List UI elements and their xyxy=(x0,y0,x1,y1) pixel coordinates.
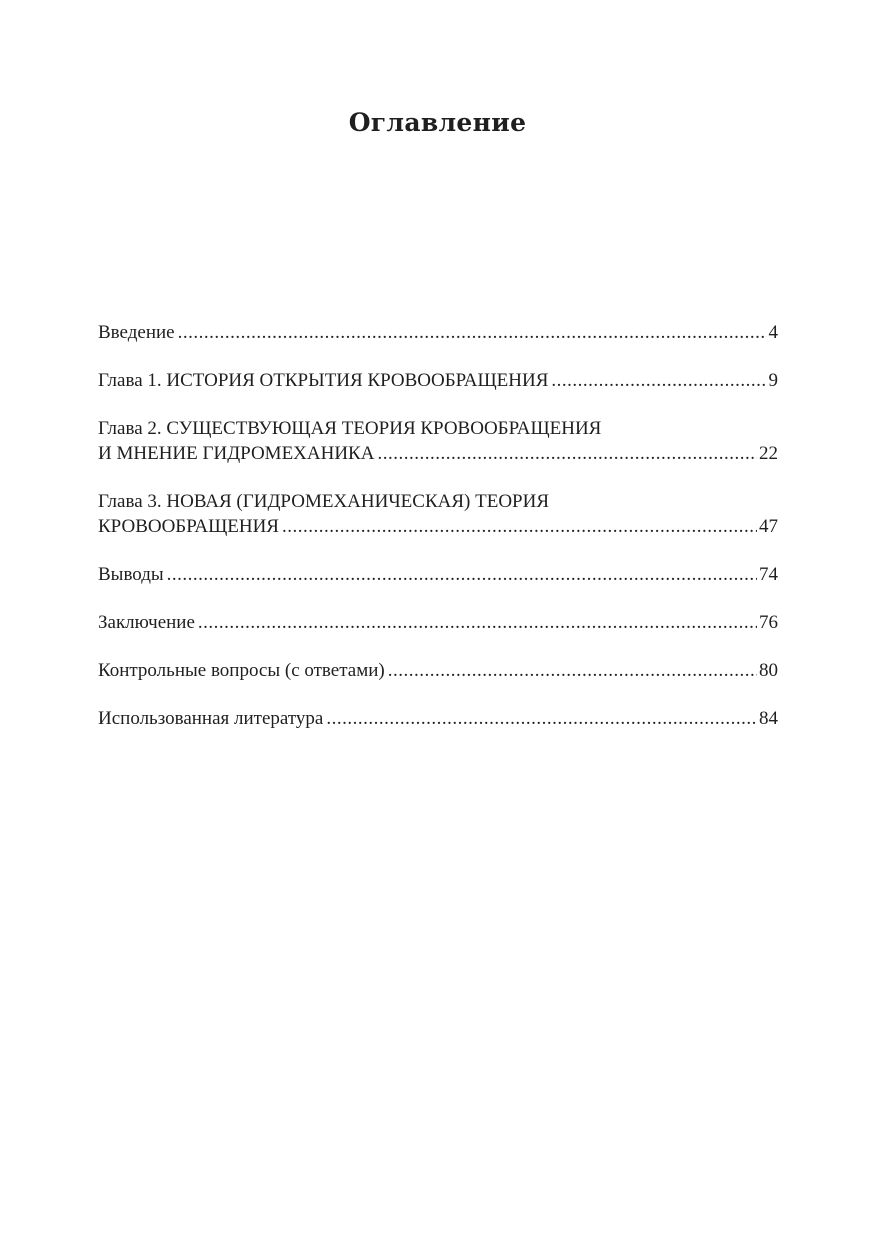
toc-entry-title: Выводы xyxy=(98,564,164,585)
table-of-contents xyxy=(98,320,778,754)
page-title: Оглавление xyxy=(348,108,527,137)
toc-entry-summary[interactable] xyxy=(98,610,778,635)
dot-leader xyxy=(282,514,757,539)
dot-leader xyxy=(551,368,766,393)
toc-entry-chapter-3[interactable] xyxy=(98,489,778,539)
toc-entry-title: Использованная литература xyxy=(98,708,324,729)
toc-line xyxy=(98,658,778,683)
toc-page-number: 84 xyxy=(759,708,778,729)
toc-line xyxy=(98,610,778,635)
toc-line xyxy=(98,706,778,731)
toc-entry-title: Глава 1. ИСТОРИЯ ОТКРЫТИЯ КРОВООБРАЩЕНИЯ xyxy=(98,370,549,391)
dot-leader xyxy=(326,706,757,731)
toc-line xyxy=(98,320,778,345)
toc-entry-introduction[interactable] xyxy=(98,320,778,345)
toc-line xyxy=(98,368,778,393)
toc-page-number: 4 xyxy=(768,322,778,343)
toc-entry-title-line-1: Глава 2. СУЩЕСТВУЮЩАЯ ТЕОРИЯ КРОВООБРАЩЕНИЯ xyxy=(98,418,602,439)
toc-entry-chapter-1[interactable] xyxy=(98,368,778,393)
toc-line xyxy=(98,562,778,587)
toc-entry-chapter-2[interactable] xyxy=(98,416,778,466)
toc-entry-title-line-1: Глава 3. НОВАЯ (ГИДРОМЕХАНИЧЕСКАЯ) ТЕОРИЯ xyxy=(98,491,549,512)
toc-entry-review-questions[interactable] xyxy=(98,658,778,683)
toc-page-number: 74 xyxy=(759,564,778,585)
toc-entry-title-line-2: КРОВООБРАЩЕНИЯ xyxy=(98,516,279,537)
toc-title-first-line xyxy=(98,489,778,514)
dot-leader xyxy=(388,658,757,683)
toc-entry-references[interactable] xyxy=(98,706,778,731)
dot-leader xyxy=(377,441,757,466)
dot-leader xyxy=(167,562,757,587)
toc-entry-conclusions[interactable] xyxy=(98,562,778,587)
toc-entry-title-line-2: И МНЕНИЕ ГИДРОМЕХАНИКА xyxy=(98,443,375,464)
toc-title-first-line xyxy=(98,416,778,441)
toc-line xyxy=(98,514,778,539)
toc-page-number: 22 xyxy=(759,443,778,464)
dot-leader xyxy=(198,610,757,635)
toc-page-number: 80 xyxy=(759,660,778,681)
dot-leader xyxy=(178,320,767,345)
toc-entry-title: Введение xyxy=(98,322,175,343)
toc-entry-title: Контрольные вопросы (с ответами) xyxy=(98,660,385,681)
toc-page-number: 47 xyxy=(759,516,778,537)
toc-page-number: 76 xyxy=(759,612,778,633)
toc-page-number: 9 xyxy=(768,370,778,391)
toc-entry-title: Заключение xyxy=(98,612,195,633)
toc-line xyxy=(98,441,778,466)
